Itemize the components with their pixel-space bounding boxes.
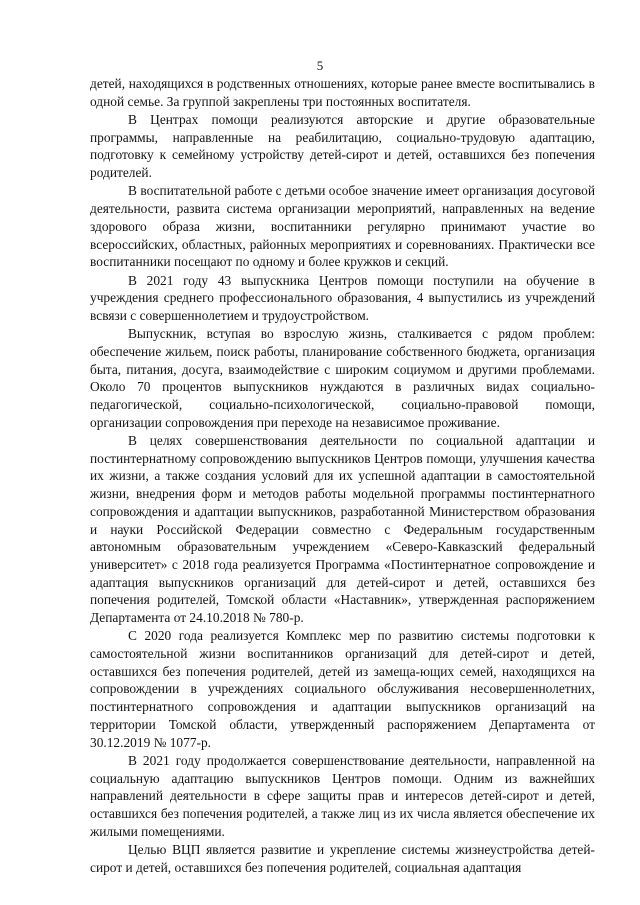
paragraph: Выпускник, вступая во взрослую жизнь, сталкивается с рядом проблем: обеспечение жильем, поиск работы, планирование собственного бюджета, организация быта, питания, досуга, взаимодействие с широким социумом и другими проблемами. Около 70 процентов выпускников нуждаются в различных видах социально-педагогической, социально-психологической, социально-правовой помощи, организации сопровождения при переходе на независимое проживание. [90,326,595,430]
paragraph: Целью ВЦП является развитие и укрепление системы жизнеустройства детей-сирот и детей, оставшихся без попечения родителей, социальная адаптация [90,841,595,875]
paragraph: В Центрах помощи реализуются авторские и другие образовательные программы, направленные на реабилитацию, социально-трудовую адаптацию, подготовку к семейному устройству детей-сирот и детей, оставшихся без попечения родителей. [90,112,595,181]
paragraph: С 2020 года реализуется Комплекс мер по развитию системы подготовки к самостоятельной жизни воспитанников организаций для детей-сирот и детей, оставшихся без попечения родителей, детей из замеща-ющих семей, находящихся на сопровождении в учреждениях социального обслуживания несовершеннолетних, постинтернатного сопровождения и адаптации выпускников организаций на территории Томской области, утвержденный распоряжением Департамента от 30.12.2019 № 1077-р. [90,628,595,750]
document-body [90,75,595,877]
paragraph: В 2021 году 43 выпускника Центров помощи поступили на обучение в учреждения среднего профессионального образования, 4 выпустились из учреждений всвязи с совершеннолетием и трудоустройством. [90,272,595,323]
paragraph: В 2021 году продолжается совершенствование деятельности, направленной на социальную адаптацию выпускников Центров помощи. Одним из важнейших направлений деятельности в сфере защиты прав и интересов детей-сирот и детей, оставшихся без попечения родителей, а также лиц из их числа является обеспечение их жилыми помещениями. [90,752,595,839]
paragraph: В целях совершенствования деятельности по социальной адаптации и постинтернатному сопровождению выпускников Центров помощи, улучшения качества их жизни, а также создания условий для их успешной адаптации в самостоятельной жизни, внедрения форм и методов работы модельной программы постинтернатного сопровождения и адаптации выпускников, разработанной Министерством образования и науки Российской Федерации совместно с Федеральным государственным автономным образовательным учреждением «Северо-Кавказский федеральный университет» с 2018 года реализуется Программа «Постинтернатное сопровождение и адаптация выпускников организаций для детей-сирот и детей, оставшихся без попечения родителей, Томской области «Наставник», утвержденная распоряжением Департамента от 24.10.2018 № 780-р. [90,433,595,626]
page-number: 5 [316,58,324,73]
paragraph: В воспитательной работе с детьми особое значение имеет организация досуговой деятельности, развита система организации мероприятий, направленных на ведение здорового образа жизни, воспитанники регулярно принимают участие во всероссийских, областных, районных мероприятиях и соревнованиях. Практически все воспитанники посещают по одному и более кружков и секций. [90,183,595,270]
paragraph: детей, находящихся в родственных отношениях, которые ранее вместе воспитывались в одной семье. За группой закреплены три постоянных воспитателя. [90,76,595,109]
